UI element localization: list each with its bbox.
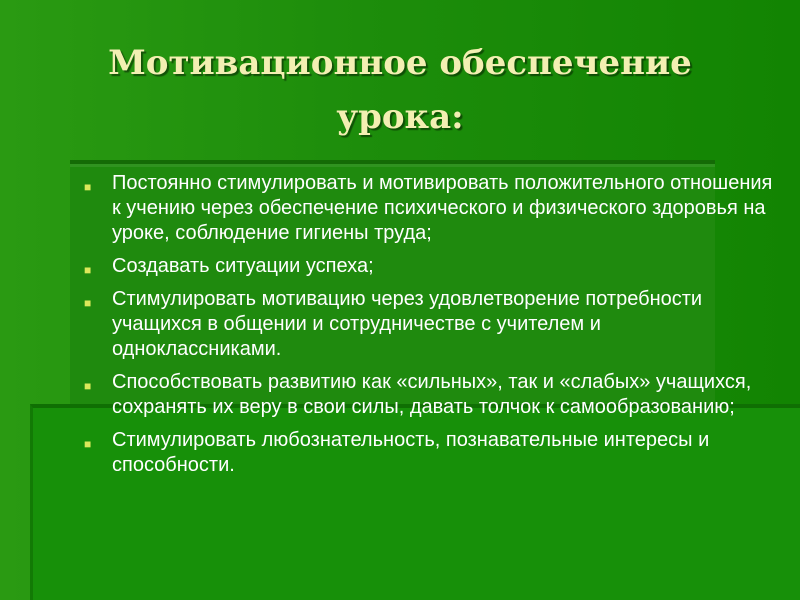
bullet-icon: ■ xyxy=(84,180,92,194)
bullet-text: Способствовать развитию как «сильных», так и «слабых» учащихся, сохранять их веру в свои силы, давать толчок к самообразованию; xyxy=(112,371,752,418)
bullet-text: Создавать ситуации успеха; xyxy=(112,255,374,277)
title-line-1: Мотивационное обеспечение xyxy=(108,43,692,83)
bullet-icon: ■ xyxy=(84,263,92,277)
bullet-text: Постоянно стимулировать и мотивировать положительного отношения к учению через обеспечение психического и физического здоровья на уроке, соблюдение гигиены труда; xyxy=(112,172,773,244)
bullet-text: Стимулировать любознательность, познавательные интересы и способности. xyxy=(112,429,710,476)
bullet-list xyxy=(84,171,774,486)
bullet-icon: ■ xyxy=(84,437,92,451)
bullet-text: Стимулировать мотивацию через удовлетворение потребности учащихся в общении и сотрудничестве с учителем и одноклассниками. xyxy=(112,288,703,360)
list-item xyxy=(84,370,774,420)
slide-title xyxy=(60,36,740,144)
title-line-2: урока: xyxy=(336,97,464,137)
list-item xyxy=(84,254,774,279)
list-item xyxy=(84,428,774,478)
bullet-icon: ■ xyxy=(84,296,92,310)
list-item xyxy=(84,287,774,362)
list-item xyxy=(84,171,774,246)
bullet-icon: ■ xyxy=(84,379,92,393)
